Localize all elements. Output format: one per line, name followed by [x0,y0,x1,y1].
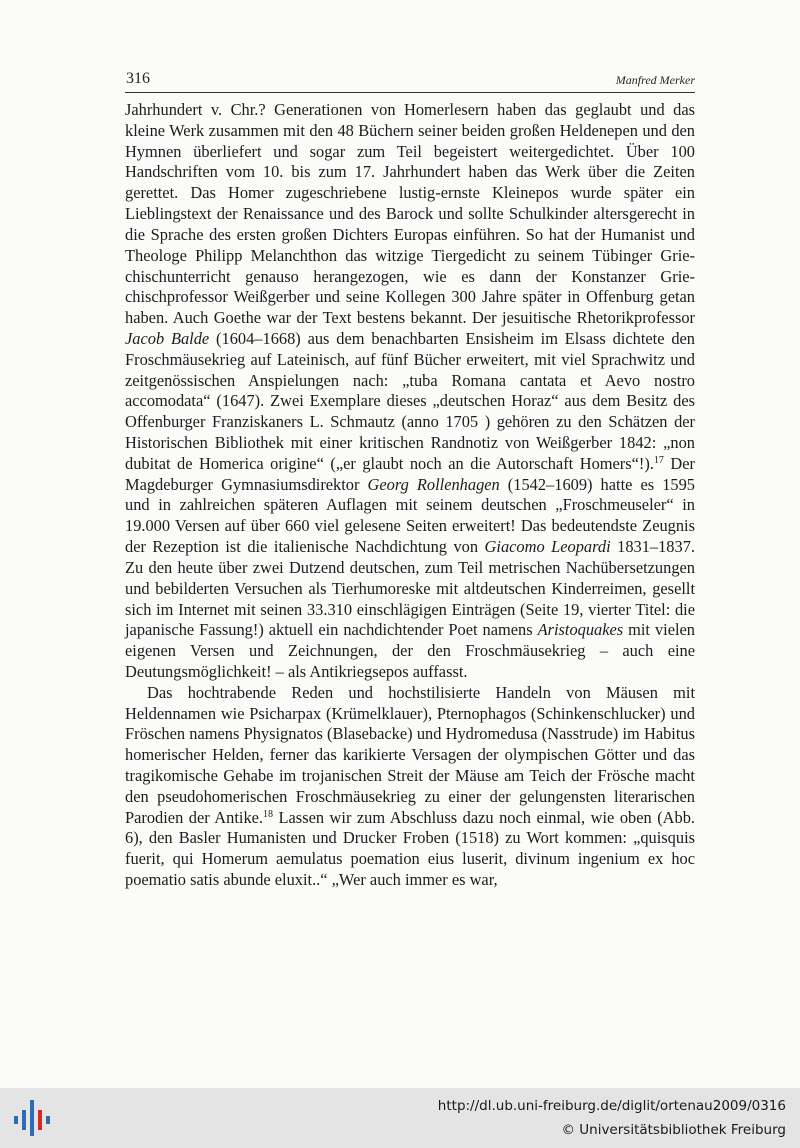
person-name-rollenhagen: Georg Rollenhagen [367,474,500,494]
logo-bar [46,1116,50,1124]
running-header-author: Manfred Merker [615,73,695,87]
text-run: Lassen wir zum Abschluss dazu noch einmal, wie oben (Abb. 6), den Basler Humanisten und Drucker Froben (1518) zu Wort kommen: „quisquis fuerit, qui Homerum aemulatus poemation eius luserit, divinum ingenium ex hoc poematio satis abunde eluxit..“ „Wer auch immer es war, [125,807,695,890]
logo-mark [12,1096,52,1140]
person-name-aristoquakes: Aristoquakes [537,620,624,640]
text-run: (1542–1609) hatte es 1595 und in zahlreichen späteren Auflagen mit seinem deutschen „Froschmeuseler“ in 19.000 Versen auf über 660 viel gelesene Seiten erweitert! Das bedeutendste Zeugnis der Rezeption ist die italienische Nachdichtung von [125,474,695,557]
ub-freiburg-logo-icon[interactable] [12,1096,52,1140]
text-run: mit vielen eigenen Versen und Zeichnungen, der den Froschmäusekrieg – auch eine Deutungsmöglichkeit! – als Antikriegsepos auffasst. [125,620,695,681]
logo-bar [38,1110,42,1130]
logo-bar [14,1116,18,1124]
text-run: (1604–1668) aus dem benachbarten Ensisheim im Elsass dichtete den Froschmäusekrieg auf Lateinisch, auf fünf Bücher erweitert, mit viel Sprachwitz und zeitgenössischen Anspielungen nach: „tuba Romana cantata et Aevo nostro accomodata“ (1647). Zwei Exemplare dieses „deutschen Horaz“ aus dem Besitz des Offenburger Franziskaners L. Schmautz (anno 1705 ) gehören zu den Schätzen der Historischen Bibliothek mit einer kritischen Randnotiz von Weißgerber 1842: „non dubitat de Homerica origine“ („er glaubt noch an die Autorschaft Homers“!). [125,328,695,473]
copyright-notice: © Universitätsbibliothek Freiburg [561,1122,786,1138]
viewer-footer [0,1088,800,1148]
permalink-url[interactable]: http://dl.ub.uni-freiburg.de/diglit/ortenau2009/0316 [437,1098,786,1114]
text-run: Jahrhundert v. Chr.? Generationen von Homerlesern haben das geglaubt und das kleine Werk zusammen mit den 48 Büchern seiner beiden großen Heldenepen und den Hymnen überliefert und sogar zum Teil begeistert weitergedichtet. Über 100 Handschriften vom 10. bis zum 17. Jahrhundert haben das Werk über die Zeiten gerettet. Das Homer zugeschriebene lustig-ernste Kleinepos wurde später ein Lieblingstext der Renaissance und des Barock und sollte Schulkinder altersgerecht in die Sprache des ersten großen Dichters Europas einführen. So hat der Humanist und Theologe Philipp Melanchthon das witzige Tiergedicht zu seinem Tübinger Griechischunterricht genauso herangezogen, wie es dann der Konstanzer Griechischprofessor Weißgerber und seine Kollegen 300 Jahre später in Offenburg getan haben. Auch Goethe war der Text bestens bekannt. Der jesuitische Rhetorikprofessor [125,100,695,328]
paragraph-2 [125,683,695,891]
person-name-balde: Jacob Balde [125,328,210,348]
body-text [125,100,695,891]
logo-bar [22,1110,26,1130]
text-run: Der Magdeburger Gymnasiumsdirektor [125,453,696,494]
page-number: 316 [126,70,150,87]
person-name-leopardi: Giacomo Leopardi [484,537,611,557]
footnote-ref-18: 18 [263,808,274,820]
footnote-ref-17: 17 [653,454,664,466]
text-run: 1831–1837. Zu den heute über zwei Dutzend deutschen, zum Teil metrischen Nachübersetzungen und bebilderten Versuchen als Tierhumoreske mit altdeutschen Kinderreimen, gesellt sich im Internet mit seinen 33.310 einschlägigen Einträgen (Seite 19, vierter Titel: die japanische Fassung!) aktuell ein nachdichtender Poet namens [125,537,695,640]
text-run: Das hochtrabende Reden und hochstilisierte Handeln von Mäusen mit Heldennamen wie Psicharpax (Krümelklauer), Pternophagos (Schinkenschlucker) und Fröschen namens Physignatos (Blasebacke) und Hydromedusa (Nasstrude) im Habitus homerischer Helden, ferner das karikierte Versagen der olympischen Götter und das tragikomische Gehabe im trojanischen Streit der Mäuse am Teich der Frösche macht den pseudohomerischen Froschmäusekrieg zu einer der gelungensten literarischen Parodien der Antike. [125,682,695,827]
running-header [125,70,695,93]
paragraph-1 [125,100,695,683]
logo-bar [30,1100,34,1136]
